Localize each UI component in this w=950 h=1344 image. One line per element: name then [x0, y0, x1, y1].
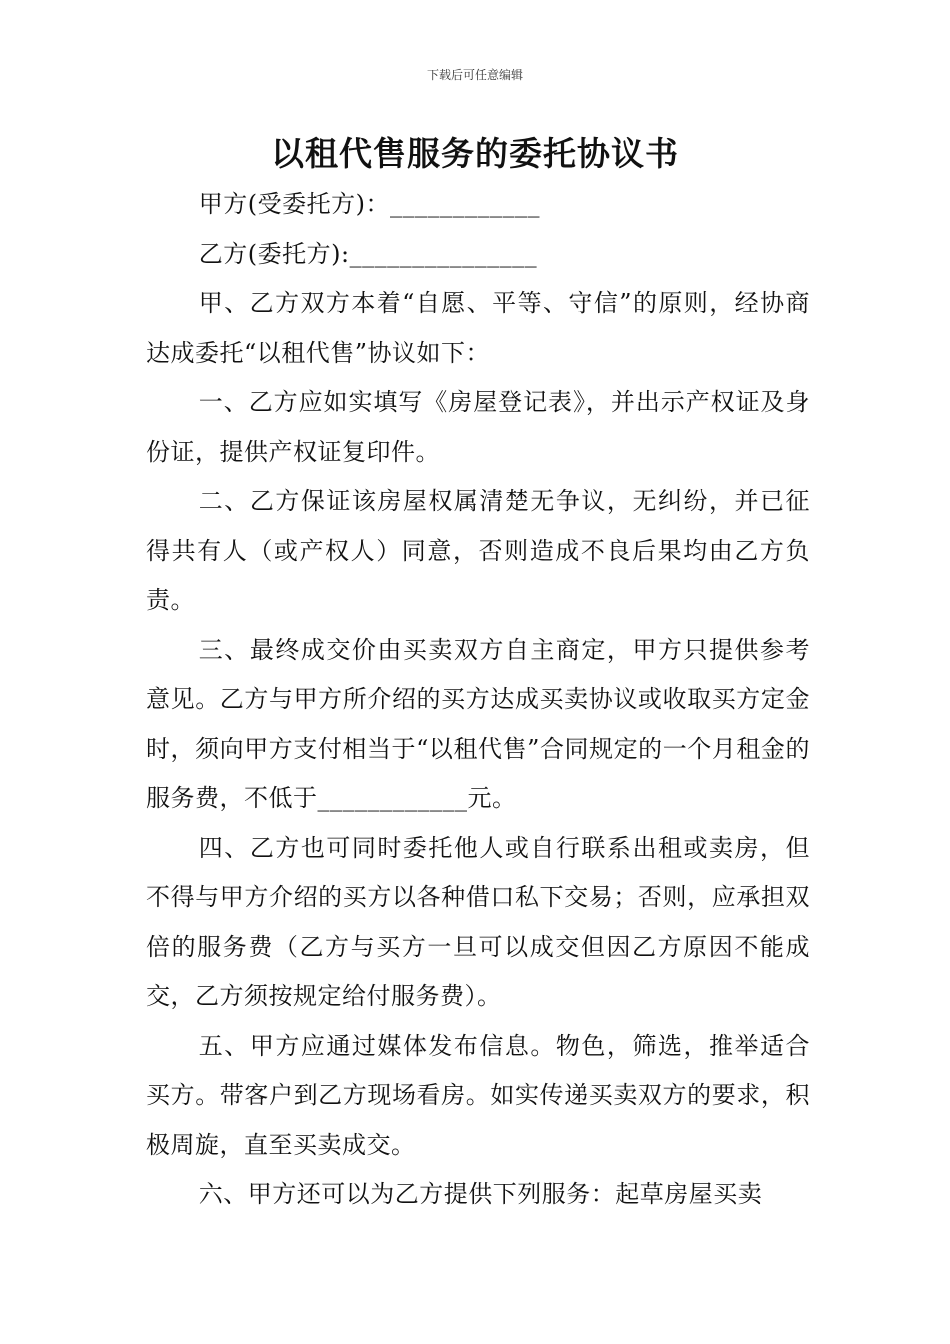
intro-paragraph: 甲、乙方双方本着“自愿、平等、守信”的原则，经协商达成委托“以租代售”协议如下：: [146, 289, 810, 367]
party-b-line: 乙方(委托方):_______________: [198, 239, 538, 268]
document-body: [146, 180, 810, 1220]
party-a-line: 甲方(受委托方)：____________: [198, 190, 541, 218]
document-title: 以租代售服务的委托协议书: [271, 134, 679, 173]
clause-1: 一、乙方应如实填写《房屋登记表》，并出示产权证及身份证，提供产权证复印件。: [146, 388, 810, 466]
clause-4: 四、乙方也可同时委托他人或自行联系出租或卖房，但不得与甲方介绍的买方以各种借口私下交易；否则，应承担双倍的服务费（乙方与买方一旦可以成交但因乙方原因不能成交，乙方须按规定给付服务费）。: [146, 833, 810, 1010]
clause-6: 六、甲方还可以为乙方提供下列服务：起草房屋买卖: [198, 1180, 763, 1208]
clause-2: 二、乙方保证该房屋权属清楚无争议，无纠纷，并已征得共有人（或产权人）同意，否则造成不良后果均由乙方负责。: [146, 487, 810, 614]
header-note: 下载后可任意编辑: [426, 68, 523, 82]
clause-5: 五、甲方应通过媒体发布信息。物色，筛选，推举适合买方。带客户到乙方现场看房。如实传递买卖双方的要求，积极周旋，直至买卖成交。: [146, 1031, 810, 1159]
clause-3: 三、最终成交价由买卖双方自主商定，甲方只提供参考意见。乙方与甲方所介绍的买方达成买卖协议或收取买方定金时，须向甲方支付相当于“以租代售”合同规定的一个月租金的服务费，不低于____________元。: [146, 635, 810, 812]
